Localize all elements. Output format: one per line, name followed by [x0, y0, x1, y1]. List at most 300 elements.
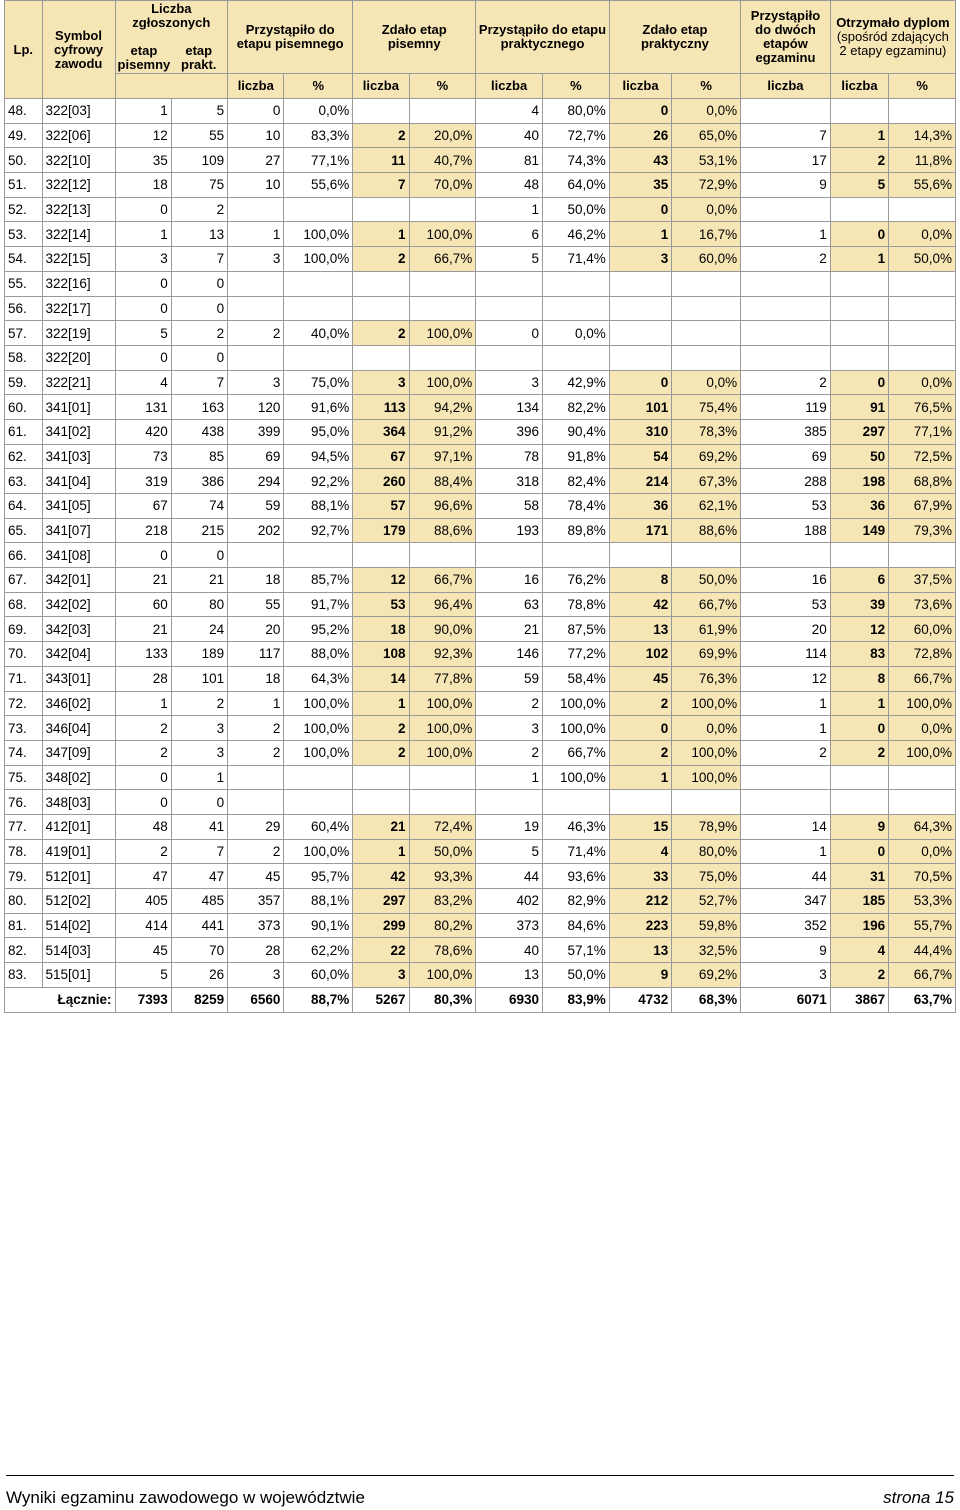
cell-z1: 0 [115, 765, 171, 790]
header-liczba: liczba [609, 74, 672, 99]
cell-z1: 218 [115, 518, 171, 543]
cell-pr: 21 [476, 617, 543, 642]
cell-z2: 74 [171, 494, 227, 519]
cell-prp: 82,9% [542, 889, 609, 914]
cell-sym: 341[07] [42, 518, 115, 543]
cell-zp: 7 [353, 173, 409, 198]
cell-zp: 2 [353, 716, 409, 741]
cell-sym: 347[09] [42, 740, 115, 765]
cell-lp: 57. [5, 321, 43, 346]
cell-ppp: 77,1% [284, 148, 353, 173]
cell-zrp: 50,0% [672, 568, 741, 593]
cell-lp: 56. [5, 296, 43, 321]
cell-pr: 58 [476, 494, 543, 519]
cell-lp: 61. [5, 419, 43, 444]
cell-pp: 2 [228, 716, 284, 741]
cell-lp: 52. [5, 197, 43, 222]
cell-zr: 212 [609, 889, 672, 914]
cell-d2 [741, 345, 831, 370]
cell-sym: 322[15] [42, 247, 115, 272]
cell-zp: 1 [353, 839, 409, 864]
cell-dl: 91 [830, 395, 888, 420]
cell-sym: 348[03] [42, 790, 115, 815]
cell-ppp: 94,5% [284, 444, 353, 469]
cell-prp: 80,0% [542, 99, 609, 124]
cell-dp: 50,0% [889, 247, 956, 272]
cell-d2: 69 [741, 444, 831, 469]
cell-zrp: 61,9% [672, 617, 741, 642]
cell-zr: 310 [609, 419, 672, 444]
page-footer [6, 1475, 954, 1510]
cell-pp: 1 [228, 691, 284, 716]
cell-z2: 2 [171, 321, 227, 346]
header-lp: Lp. [5, 1, 43, 99]
cell-zp: 179 [353, 518, 409, 543]
cell-dl [830, 543, 888, 568]
cell-dl: 0 [830, 716, 888, 741]
header-dyplom-title: Otrzymało dyplom [836, 15, 950, 30]
cell-zpp [409, 296, 476, 321]
cell-z2: 1 [171, 765, 227, 790]
cell-dl: 0 [830, 370, 888, 395]
cell-prp: 46,3% [542, 814, 609, 839]
cell-d2: 53 [741, 494, 831, 519]
cell-pr: 318 [476, 469, 543, 494]
cell-dp: 77,1% [889, 419, 956, 444]
cell-pr: 13 [476, 963, 543, 988]
cell-zpp: 100,0% [409, 963, 476, 988]
cell-zpp: 70,0% [409, 173, 476, 198]
cell-zrp [672, 296, 741, 321]
cell-lp: 51. [5, 173, 43, 198]
cell-prp: 64,0% [542, 173, 609, 198]
header-liczba: liczba [476, 74, 543, 99]
cell-zrp: 75,0% [672, 864, 741, 889]
table-row [5, 642, 956, 667]
cell-zr: 102 [609, 642, 672, 667]
cell-dl: 0 [830, 839, 888, 864]
cell-ppp: 83,3% [284, 123, 353, 148]
cell-zrp [672, 543, 741, 568]
cell-d2: 1 [741, 839, 831, 864]
cell-z1: 67 [115, 494, 171, 519]
cell-z1: 319 [115, 469, 171, 494]
cell-d2: 1 [741, 691, 831, 716]
cell-zrp: 76,3% [672, 666, 741, 691]
cell-prp: 82,2% [542, 395, 609, 420]
cell-z1: 48 [115, 814, 171, 839]
cell-prp: 100,0% [542, 716, 609, 741]
cell-zp: 53 [353, 592, 409, 617]
cell-z2: 26 [171, 963, 227, 988]
cell-d2: 9 [741, 173, 831, 198]
cell-lp: 75. [5, 765, 43, 790]
cell-d2 [741, 321, 831, 346]
cell-dp: 79,3% [889, 518, 956, 543]
cell-z2: 2 [171, 691, 227, 716]
header-zgloszonych-title: Liczba zgłoszonych [132, 1, 211, 30]
cell-zpp: 66,7% [409, 568, 476, 593]
cell-sym: 341[03] [42, 444, 115, 469]
cell-zp: 2 [353, 321, 409, 346]
cell-zrp: 0,0% [672, 99, 741, 124]
cell-z1: 21 [115, 617, 171, 642]
cell-pp: 10 [228, 173, 284, 198]
cell-ppp: 91,7% [284, 592, 353, 617]
cell-z2: 7 [171, 370, 227, 395]
cell-dl [830, 99, 888, 124]
cell-pr [476, 271, 543, 296]
cell-pp: 399 [228, 419, 284, 444]
cell-sym: 342[01] [42, 568, 115, 593]
cell-pr: 134 [476, 395, 543, 420]
cell-pp [228, 271, 284, 296]
cell-pr [476, 543, 543, 568]
table-row [5, 247, 956, 272]
cell-lp: 53. [5, 222, 43, 247]
cell-zr: 36 [609, 494, 672, 519]
cell-dp: 68,8% [889, 469, 956, 494]
cell-d2: 12 [741, 666, 831, 691]
cell-prp: 50,0% [542, 963, 609, 988]
cell-z1: 131 [115, 395, 171, 420]
cell-dp [889, 321, 956, 346]
cell-pp: 18 [228, 666, 284, 691]
table-row [5, 271, 956, 296]
cell-zpp [409, 271, 476, 296]
table-row [5, 765, 956, 790]
cell-lp: 73. [5, 716, 43, 741]
cell-dp: 0,0% [889, 222, 956, 247]
cell-d2: 385 [741, 419, 831, 444]
cell-zr: 43 [609, 148, 672, 173]
cell-zpp [409, 197, 476, 222]
cell-zpp: 100,0% [409, 222, 476, 247]
cell-zrp [672, 345, 741, 370]
cell-dp [889, 296, 956, 321]
cell-zrp [672, 790, 741, 815]
cell-d2: 2 [741, 247, 831, 272]
cell-zr: 45 [609, 666, 672, 691]
cell-pp: 55 [228, 592, 284, 617]
cell-z1: 47 [115, 864, 171, 889]
cell-zp: 364 [353, 419, 409, 444]
cell-d2: 16 [741, 568, 831, 593]
cell-z2: 0 [171, 543, 227, 568]
cell-prp [542, 790, 609, 815]
cell-zpp: 96,4% [409, 592, 476, 617]
total-cell: 80,3% [409, 987, 476, 1012]
cell-ppp: 100,0% [284, 716, 353, 741]
cell-prp: 76,2% [542, 568, 609, 593]
cell-zrp: 0,0% [672, 370, 741, 395]
cell-d2 [741, 543, 831, 568]
table-row [5, 716, 956, 741]
cell-zr: 13 [609, 938, 672, 963]
cell-zp [353, 271, 409, 296]
cell-ppp [284, 543, 353, 568]
cell-z2: 55 [171, 123, 227, 148]
cell-zp: 3 [353, 370, 409, 395]
table-row [5, 889, 956, 914]
cell-z1: 18 [115, 173, 171, 198]
cell-pp: 3 [228, 370, 284, 395]
cell-dl: 297 [830, 419, 888, 444]
cell-ppp [284, 296, 353, 321]
cell-dl: 1 [830, 247, 888, 272]
cell-dp: 72,8% [889, 642, 956, 667]
cell-z1: 60 [115, 592, 171, 617]
cell-pp: 20 [228, 617, 284, 642]
cell-zp [353, 345, 409, 370]
table-row [5, 691, 956, 716]
cell-zpp: 66,7% [409, 247, 476, 272]
cell-pr: 19 [476, 814, 543, 839]
cell-zr: 0 [609, 716, 672, 741]
cell-ppp: 88,1% [284, 889, 353, 914]
cell-zp [353, 197, 409, 222]
cell-lp: 67. [5, 568, 43, 593]
total-cell: 3867 [830, 987, 888, 1012]
header-pct: % [542, 74, 609, 99]
cell-zp: 2 [353, 247, 409, 272]
cell-d2: 9 [741, 938, 831, 963]
cell-zpp: 78,6% [409, 938, 476, 963]
cell-z1: 2 [115, 839, 171, 864]
cell-z1: 2 [115, 716, 171, 741]
cell-prp: 100,0% [542, 691, 609, 716]
table-row [5, 839, 956, 864]
cell-sym: 341[01] [42, 395, 115, 420]
cell-dl: 196 [830, 913, 888, 938]
table-header [5, 1, 956, 99]
cell-zrp: 60,0% [672, 247, 741, 272]
cell-zr: 2 [609, 691, 672, 716]
cell-dl: 149 [830, 518, 888, 543]
cell-dp [889, 197, 956, 222]
cell-pp: 28 [228, 938, 284, 963]
cell-sym: 412[01] [42, 814, 115, 839]
cell-zpp: 100,0% [409, 716, 476, 741]
cell-dl: 198 [830, 469, 888, 494]
cell-pp: 3 [228, 247, 284, 272]
cell-ppp: 0,0% [284, 99, 353, 124]
table-row [5, 99, 956, 124]
cell-z2: 485 [171, 889, 227, 914]
cell-zp: 12 [353, 568, 409, 593]
cell-prp: 42,9% [542, 370, 609, 395]
table-row [5, 814, 956, 839]
cell-prp: 89,8% [542, 518, 609, 543]
cell-zrp: 52,7% [672, 889, 741, 914]
cell-d2: 2 [741, 740, 831, 765]
cell-z1: 5 [115, 321, 171, 346]
total-cell: 8259 [171, 987, 227, 1012]
table-row [5, 963, 956, 988]
table-row [5, 296, 956, 321]
cell-zrp: 88,6% [672, 518, 741, 543]
cell-ppp: 95,0% [284, 419, 353, 444]
cell-dp: 60,0% [889, 617, 956, 642]
cell-zp: 297 [353, 889, 409, 914]
cell-ppp: 62,2% [284, 938, 353, 963]
cell-pr: 1 [476, 197, 543, 222]
cell-dl: 4 [830, 938, 888, 963]
header-zgloszonych [115, 1, 228, 74]
cell-zrp: 32,5% [672, 938, 741, 963]
cell-z2: 0 [171, 345, 227, 370]
cell-zpp: 100,0% [409, 740, 476, 765]
cell-z1: 28 [115, 666, 171, 691]
cell-z1: 73 [115, 444, 171, 469]
cell-z2: 386 [171, 469, 227, 494]
cell-pp: 357 [228, 889, 284, 914]
cell-pp: 69 [228, 444, 284, 469]
cell-d2 [741, 790, 831, 815]
cell-dp [889, 543, 956, 568]
cell-dl [830, 765, 888, 790]
table-row [5, 790, 956, 815]
cell-zp: 67 [353, 444, 409, 469]
cell-z2: 215 [171, 518, 227, 543]
total-cell: 6071 [741, 987, 831, 1012]
footer-title: Wyniki egzaminu zawodowego w województwie [6, 1488, 365, 1507]
table-row [5, 148, 956, 173]
cell-zr: 8 [609, 568, 672, 593]
cell-pp: 373 [228, 913, 284, 938]
cell-pr: 48 [476, 173, 543, 198]
cell-dl: 6 [830, 568, 888, 593]
table-row [5, 864, 956, 889]
cell-zr: 33 [609, 864, 672, 889]
cell-zpp: 50,0% [409, 839, 476, 864]
cell-ppp: 95,2% [284, 617, 353, 642]
cell-zr: 214 [609, 469, 672, 494]
cell-sym: 341[05] [42, 494, 115, 519]
cell-zrp: 75,4% [672, 395, 741, 420]
table-row [5, 568, 956, 593]
cell-pp [228, 765, 284, 790]
cell-zp: 22 [353, 938, 409, 963]
cell-z2: 163 [171, 395, 227, 420]
cell-dp: 66,7% [889, 963, 956, 988]
cell-sym: 341[02] [42, 419, 115, 444]
cell-dp: 0,0% [889, 370, 956, 395]
cell-zrp: 100,0% [672, 691, 741, 716]
cell-zrp: 69,9% [672, 642, 741, 667]
cell-zr: 54 [609, 444, 672, 469]
cell-lp: 71. [5, 666, 43, 691]
cell-z1: 420 [115, 419, 171, 444]
cell-z2: 80 [171, 592, 227, 617]
cell-lp: 64. [5, 494, 43, 519]
cell-d2: 1 [741, 222, 831, 247]
cell-pr: 3 [476, 370, 543, 395]
table-row [5, 345, 956, 370]
total-cell: 7393 [115, 987, 171, 1012]
cell-dp: 70,5% [889, 864, 956, 889]
cell-prp: 77,2% [542, 642, 609, 667]
cell-lp: 80. [5, 889, 43, 914]
table-body [5, 99, 956, 988]
cell-dp: 66,7% [889, 666, 956, 691]
cell-lp: 78. [5, 839, 43, 864]
cell-lp: 72. [5, 691, 43, 716]
cell-prp: 66,7% [542, 740, 609, 765]
cell-prp: 93,6% [542, 864, 609, 889]
cell-zr: 223 [609, 913, 672, 938]
cell-dl: 1 [830, 123, 888, 148]
cell-prp [542, 543, 609, 568]
cell-zp [353, 296, 409, 321]
header-zdalo-praktyczny: Zdało etap praktyczny [609, 1, 740, 74]
cell-zr: 0 [609, 197, 672, 222]
cell-lp: 83. [5, 963, 43, 988]
cell-zpp: 100,0% [409, 321, 476, 346]
cell-lp: 54. [5, 247, 43, 272]
cell-zrp: 78,3% [672, 419, 741, 444]
total-cell: 6560 [228, 987, 284, 1012]
cell-sym: 342[04] [42, 642, 115, 667]
cell-dl [830, 271, 888, 296]
cell-lp: 48. [5, 99, 43, 124]
cell-d2: 20 [741, 617, 831, 642]
cell-zr: 9 [609, 963, 672, 988]
cell-dp: 14,3% [889, 123, 956, 148]
header-liczba: liczba [228, 74, 284, 99]
cell-zr [609, 543, 672, 568]
cell-z2: 109 [171, 148, 227, 173]
cell-z1: 0 [115, 197, 171, 222]
table-row [5, 617, 956, 642]
header-etap-labels [117, 44, 227, 72]
cell-pp: 120 [228, 395, 284, 420]
cell-zp: 42 [353, 864, 409, 889]
table-row [5, 395, 956, 420]
cell-z1: 0 [115, 345, 171, 370]
cell-d2 [741, 296, 831, 321]
cell-zr: 35 [609, 173, 672, 198]
cell-pp: 10 [228, 123, 284, 148]
cell-dl: 50 [830, 444, 888, 469]
cell-zr [609, 790, 672, 815]
cell-pp [228, 345, 284, 370]
cell-d2: 2 [741, 370, 831, 395]
cell-zp [353, 99, 409, 124]
cell-z1: 12 [115, 123, 171, 148]
cell-pr: 44 [476, 864, 543, 889]
cell-d2: 188 [741, 518, 831, 543]
cell-ppp: 100,0% [284, 222, 353, 247]
cell-ppp [284, 197, 353, 222]
cell-z1: 1 [115, 99, 171, 124]
cell-zpp [409, 99, 476, 124]
cell-d2 [741, 99, 831, 124]
cell-dp: 44,4% [889, 938, 956, 963]
cell-dl: 0 [830, 222, 888, 247]
cell-ppp: 88,1% [284, 494, 353, 519]
cell-d2 [741, 197, 831, 222]
cell-z2: 85 [171, 444, 227, 469]
cell-prp: 0,0% [542, 321, 609, 346]
cell-dl: 5 [830, 173, 888, 198]
cell-pr: 6 [476, 222, 543, 247]
cell-ppp: 64,3% [284, 666, 353, 691]
total-cell: 83,9% [542, 987, 609, 1012]
cell-zr: 0 [609, 99, 672, 124]
cell-pr: 396 [476, 419, 543, 444]
cell-z2: 7 [171, 839, 227, 864]
